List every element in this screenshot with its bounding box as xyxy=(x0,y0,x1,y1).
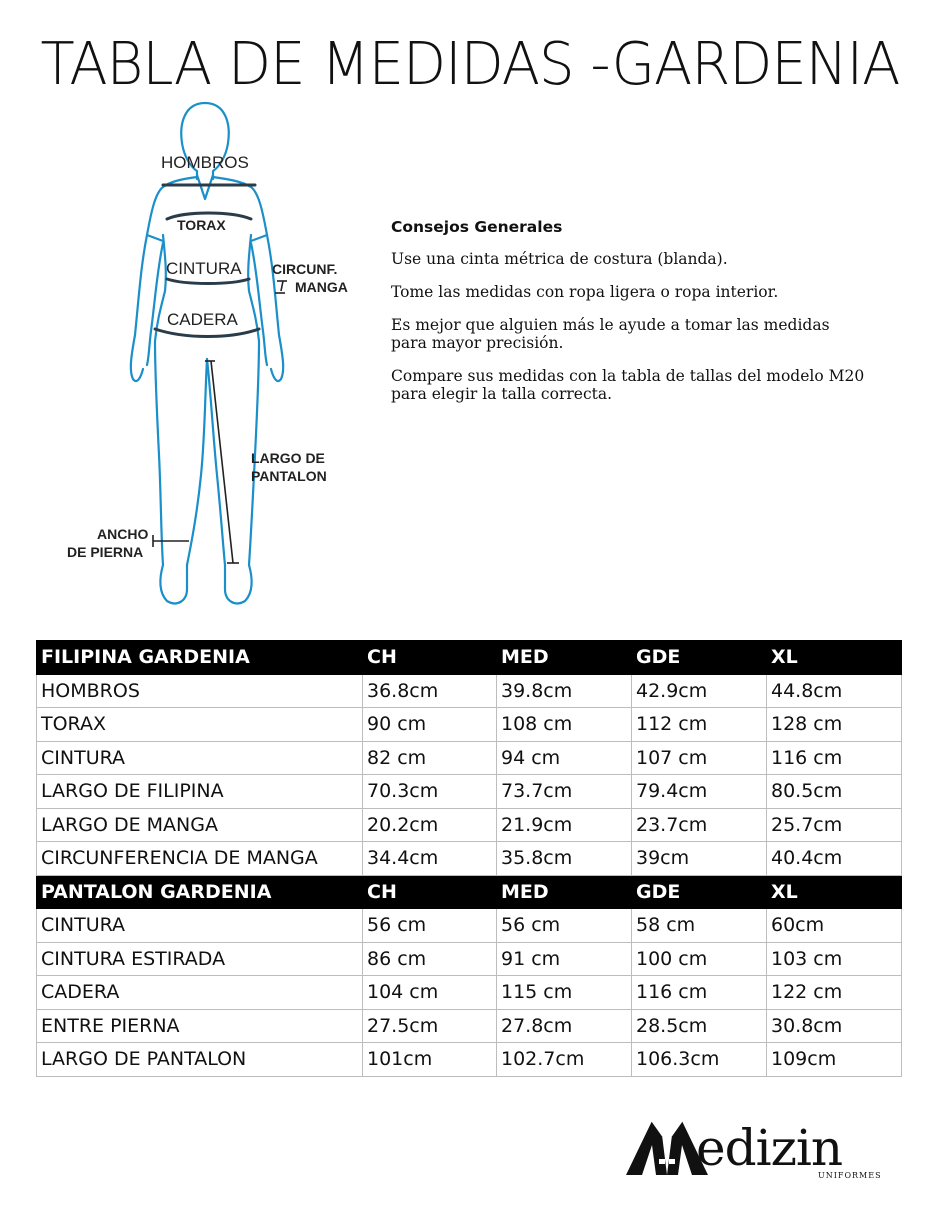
header-cell: GDE xyxy=(632,641,767,675)
row-label: ENTRE PIERNA xyxy=(37,1009,363,1043)
label-manga: MANGA xyxy=(295,279,348,295)
table-row xyxy=(37,909,902,943)
table-cell: 73.7cm xyxy=(497,775,632,809)
table-cell: 94 cm xyxy=(497,741,632,775)
label-cadera: CADERA xyxy=(167,310,238,329)
table-cell: 40.4cm xyxy=(767,842,902,876)
table-cell: 70.3cm xyxy=(363,775,497,809)
table-cell: 20.2cm xyxy=(363,808,497,842)
table-cell: 36.8cm xyxy=(363,674,497,708)
table-cell: 39.8cm xyxy=(497,674,632,708)
table-cell: 106.3cm xyxy=(632,1043,767,1077)
advice-item: Compare sus medidas con la tabla de tallas del modelo M20 para elegir la talla correcta. xyxy=(391,367,865,403)
table-cell: 116 cm xyxy=(632,976,767,1010)
table-cell: 128 cm xyxy=(767,708,902,742)
table-cell: 104 cm xyxy=(363,976,497,1010)
table-cell: 35.8cm xyxy=(497,842,632,876)
table-cell: 91 cm xyxy=(497,942,632,976)
row-label: CADERA xyxy=(37,976,363,1010)
table-row xyxy=(37,775,902,809)
logo-subtitle: UNIFORMES xyxy=(818,1171,882,1180)
header-cell: MED xyxy=(497,641,632,675)
table-cell: 112 cm xyxy=(632,708,767,742)
row-label: CINTURA xyxy=(37,741,363,775)
advice-item: Use una cinta métrica de costura (blanda). xyxy=(391,250,728,268)
row-label: LARGO DE PANTALON xyxy=(37,1043,363,1077)
header-cell: CH xyxy=(363,641,497,675)
label-pantalon: PANTALON xyxy=(251,468,327,484)
table-cell: 56 cm xyxy=(497,909,632,943)
table-cell: 58 cm xyxy=(632,909,767,943)
header-cell: PANTALON GARDENIA xyxy=(37,875,363,909)
table-row xyxy=(37,1009,902,1043)
table-cell: 28.5cm xyxy=(632,1009,767,1043)
table-row xyxy=(37,976,902,1010)
table-cell: 102.7cm xyxy=(497,1043,632,1077)
table-row xyxy=(37,674,902,708)
label-torax: TORAX xyxy=(177,217,226,233)
table-row xyxy=(37,1043,902,1077)
table-cell: 116 cm xyxy=(767,741,902,775)
table-cell: 27.8cm xyxy=(497,1009,632,1043)
size-chart-table xyxy=(36,640,902,1077)
table-cell: 44.8cm xyxy=(767,674,902,708)
general-advice xyxy=(391,218,911,418)
table-cell: 115 cm xyxy=(497,976,632,1010)
table-cell: 30.8cm xyxy=(767,1009,902,1043)
label-de-pierna: DE PIERNA xyxy=(67,544,144,560)
body-measurement-figure xyxy=(55,95,375,615)
table-cell: 107 cm xyxy=(632,741,767,775)
table-cell: 42.9cm xyxy=(632,674,767,708)
table-cell: 86 cm xyxy=(363,942,497,976)
label-cintura: CINTURA xyxy=(166,259,242,278)
row-label: CINTURA xyxy=(37,909,363,943)
label-ancho: ANCHO xyxy=(97,526,149,542)
table-cell: 39cm xyxy=(632,842,767,876)
table-cell: 82 cm xyxy=(363,741,497,775)
table-row xyxy=(37,708,902,742)
table-cell: 23.7cm xyxy=(632,808,767,842)
header-cell: CH xyxy=(363,875,497,909)
table-cell: 100 cm xyxy=(632,942,767,976)
table-cell: 79.4cm xyxy=(632,775,767,809)
row-label: CIRCUNFERENCIA DE MANGA xyxy=(37,842,363,876)
medizin-logo xyxy=(622,1115,882,1185)
table-cell: 108 cm xyxy=(497,708,632,742)
table-cell: 109cm xyxy=(767,1043,902,1077)
table-section-header-filipina xyxy=(37,641,902,675)
table-row xyxy=(37,842,902,876)
table-cell: 21.9cm xyxy=(497,808,632,842)
table-cell: 80.5cm xyxy=(767,775,902,809)
table-cell: 103 cm xyxy=(767,942,902,976)
table-cell: 122 cm xyxy=(767,976,902,1010)
header-cell: XL xyxy=(767,875,902,909)
table-row xyxy=(37,741,902,775)
table-row xyxy=(37,942,902,976)
row-label: TORAX xyxy=(37,708,363,742)
label-circunf: CIRCUNF. xyxy=(272,261,338,277)
row-label: LARGO DE MANGA xyxy=(37,808,363,842)
table-cell: 56 cm xyxy=(363,909,497,943)
table-cell: 60cm xyxy=(767,909,902,943)
advice-item: Tome las medidas con ropa ligera o ropa interior. xyxy=(391,283,779,301)
row-label: CINTURA ESTIRADA xyxy=(37,942,363,976)
page-title: TABLA DE MEDIDAS -GARDENIA xyxy=(40,30,900,99)
header-cell: XL xyxy=(767,641,902,675)
advice-heading: Consejos Generales xyxy=(391,218,563,236)
header-cell: GDE xyxy=(632,875,767,909)
table-cell: 90 cm xyxy=(363,708,497,742)
row-label: LARGO DE FILIPINA xyxy=(37,775,363,809)
row-label: HOMBROS xyxy=(37,674,363,708)
table-cell: 101cm xyxy=(363,1043,497,1077)
header-cell: MED xyxy=(497,875,632,909)
table-row xyxy=(37,808,902,842)
table-section-header-pantalon xyxy=(37,875,902,909)
logo-wordmark: edizin xyxy=(696,1119,843,1177)
label-largo-de: LARGO DE xyxy=(251,450,325,466)
table-cell: 25.7cm xyxy=(767,808,902,842)
table-cell: 34.4cm xyxy=(363,842,497,876)
label-hombros: HOMBROS xyxy=(161,153,249,172)
header-cell: FILIPINA GARDENIA xyxy=(37,641,363,675)
table-cell: 27.5cm xyxy=(363,1009,497,1043)
advice-item: Es mejor que alguien más le ayude a tomar las medidas para mayor precisión. xyxy=(391,316,830,352)
